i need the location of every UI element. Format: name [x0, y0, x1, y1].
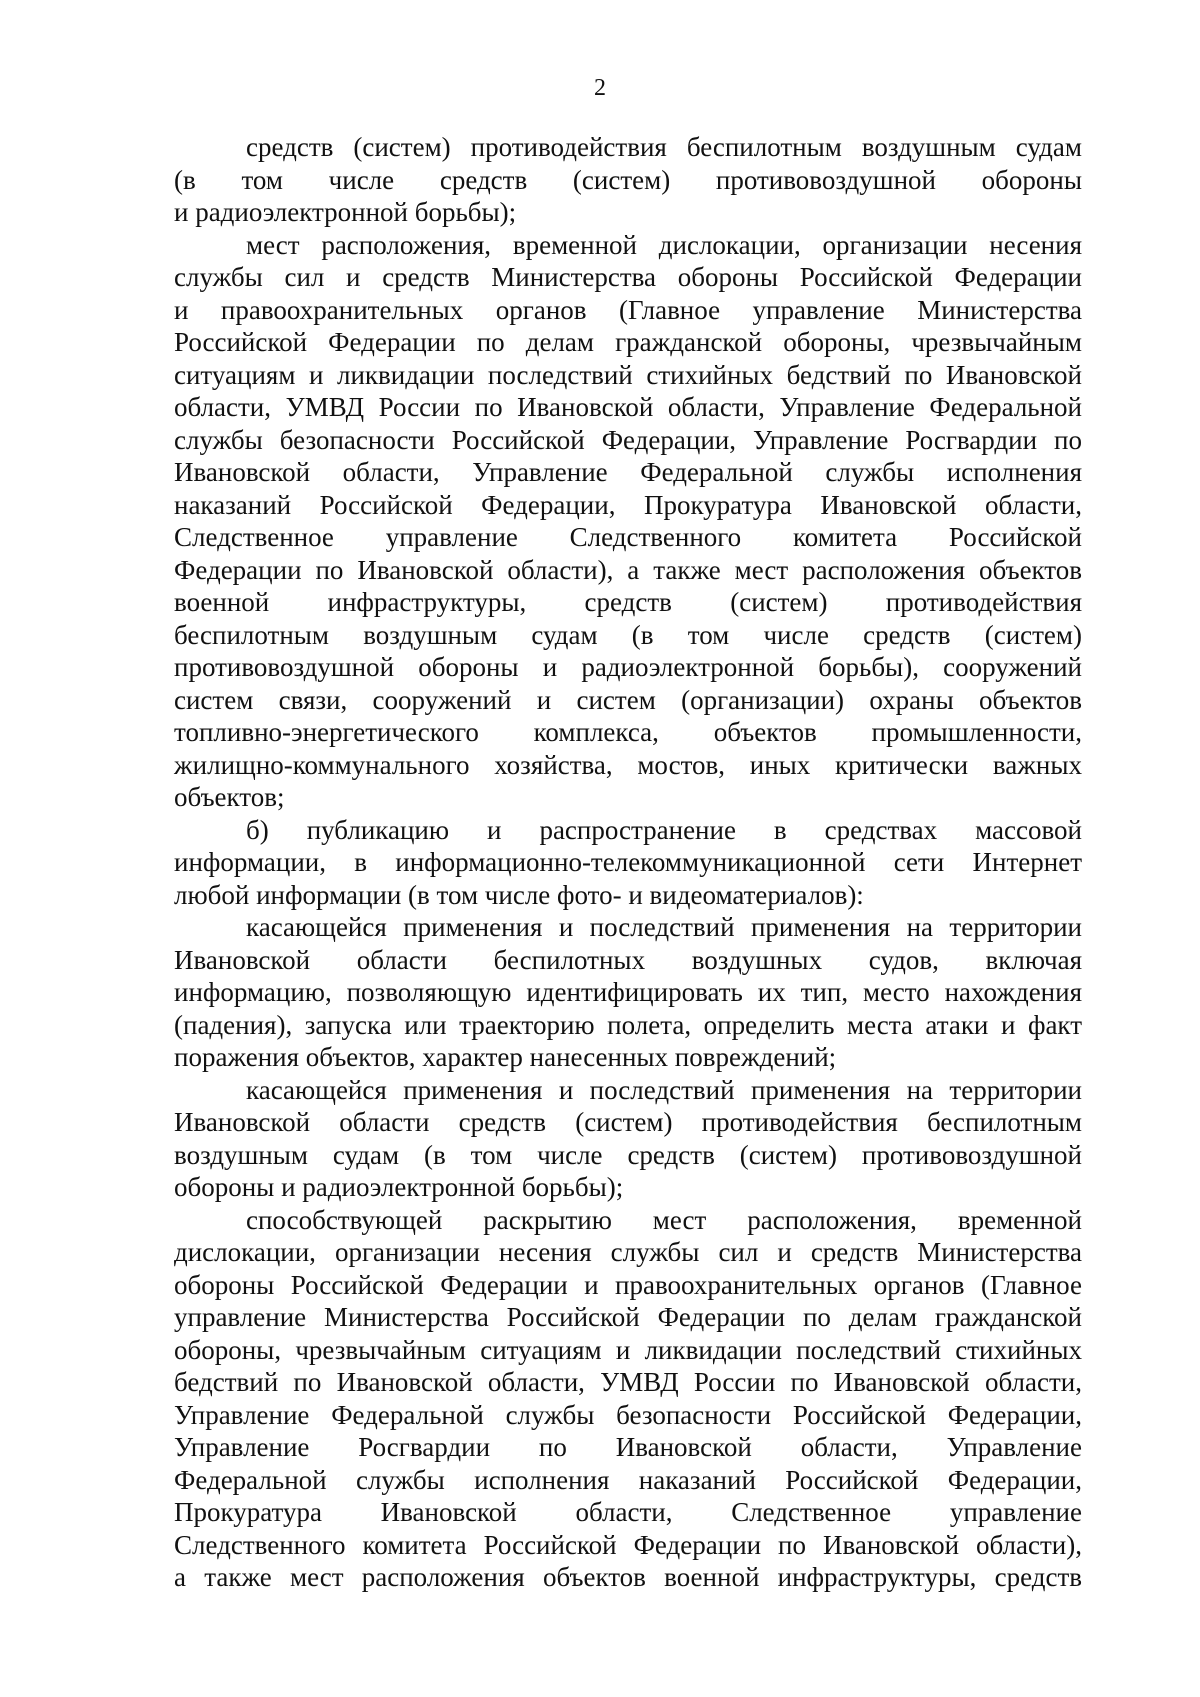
- text-line: топливно-энергетического комплекса, объектов промышленности,: [174, 717, 1082, 747]
- text-line: обороны Российской Федерации и правоохранительных органов (Главное: [174, 1269, 1082, 1300]
- text-line: касающейся применения и последствий применения на территории: [246, 912, 1082, 942]
- text-line: Ивановской области средств (систем) противодействия беспилотным: [174, 1107, 1082, 1137]
- paragraph-counter-uav-systems: [174, 131, 1082, 229]
- text-line: а также мест расположения объектов военной инфраструктуры, средств: [174, 1562, 1082, 1592]
- text-line: способствующей раскрытию мест расположения, временной: [246, 1204, 1082, 1235]
- text-line: службы безопасности Российской Федерации, Управление Росгвардии по: [174, 424, 1082, 455]
- text-line: беспилотным воздушным судам (в том числе средств (систем): [174, 619, 1082, 650]
- text-line: мест расположения, временной дислокации, организации несения: [246, 229, 1082, 260]
- text-line: Российской Федерации по делам гражданской обороны, чрезвычайным: [174, 327, 1082, 357]
- text-line: объектов;: [174, 782, 285, 812]
- text-line: военной инфраструктуры, средств (систем) противодействия: [174, 587, 1082, 617]
- text-line: обороны, чрезвычайным ситуациям и ликвидации последствий стихийных: [174, 1334, 1082, 1365]
- text-line: бедствий по Ивановской области, УМВД России по Ивановской области,: [174, 1367, 1082, 1397]
- text-line: любой информации (в том числе фото- и видеоматериалов):: [174, 879, 864, 910]
- text-line: (в том числе средств (систем) противовоздушной обороны: [174, 164, 1082, 195]
- text-line: систем связи, сооружений и систем (организации) охраны объектов: [174, 684, 1082, 715]
- text-line: Управление Федеральной службы безопасности Российской Федерации,: [174, 1399, 1082, 1430]
- text-line: (падения), запуска или траекторию полета, определить места атаки и факт: [174, 1009, 1082, 1040]
- paragraph-item-b-publication: [174, 814, 1082, 912]
- text-line: дислокации, организации несения службы сил и средств Министерства: [174, 1237, 1082, 1267]
- text-line: средств (систем) противодействия беспилотным воздушным судам: [246, 132, 1082, 162]
- document-body: [174, 131, 1082, 1594]
- text-line: службы сил и средств Министерства обороны Российской Федерации: [174, 262, 1082, 292]
- text-line: информации, в информационно-телекоммуникационной сети Интернет: [174, 847, 1082, 877]
- page-number: 2: [594, 75, 606, 101]
- text-line: поражения объектов, характер нанесенных повреждений;: [174, 1042, 837, 1072]
- text-line: ситуациям и ликвидации последствий стихийных бедствий по Ивановской: [174, 359, 1082, 390]
- text-line: Ивановской области беспилотных воздушных судов, включая: [174, 944, 1082, 975]
- text-line: и радиоэлектронной борьбы);: [174, 197, 517, 227]
- paragraph-uav-use-consequences: [174, 911, 1082, 1074]
- text-line: Федерации по Ивановской области), а также мест расположения объектов: [174, 554, 1082, 585]
- text-line: Следственного комитета Российской Федерации по Ивановской области),: [174, 1529, 1082, 1560]
- text-line: Ивановской области, Управление Федеральной службы исполнения: [174, 457, 1082, 487]
- text-line: обороны и радиоэлектронной борьбы);: [174, 1172, 624, 1202]
- text-line: и правоохранительных органов (Главное управление Министерства: [174, 294, 1082, 325]
- paragraph-disclosure-locations: [174, 1204, 1082, 1594]
- text-line: б) публикацию и распространение в средствах массовой: [246, 814, 1082, 845]
- text-line: Управление Росгвардии по Ивановской области, Управление: [174, 1432, 1082, 1462]
- text-line: наказаний Российской Федерации, Прокуратура Ивановской области,: [174, 489, 1082, 520]
- text-line: информацию, позволяющую идентифицировать их тип, место нахождения: [174, 977, 1082, 1007]
- text-line: Прокуратура Ивановской области, Следственное управление: [174, 1497, 1082, 1527]
- text-line: воздушным судам (в том числе средств (систем) противовоздушной: [174, 1139, 1082, 1170]
- text-line: жилищно-коммунального хозяйства, мостов, иных критически важных: [174, 749, 1082, 780]
- text-line: Федеральной службы исполнения наказаний Российской Федерации,: [174, 1464, 1082, 1495]
- text-line: Следственное управление Следственного комитета Российской: [174, 522, 1082, 552]
- text-line: касающейся применения и последствий применения на территории: [246, 1074, 1082, 1105]
- text-line: управление Министерства Российской Федерации по делам гражданской: [174, 1302, 1082, 1332]
- paragraph-counter-uav-use-consequences: [174, 1074, 1082, 1204]
- paragraph-locations-deployment: [174, 229, 1082, 814]
- text-line: противовоздушной обороны и радиоэлектронной борьбы), сооружений: [174, 652, 1082, 682]
- text-line: области, УМВД России по Ивановской области, Управление Федеральной: [174, 392, 1082, 422]
